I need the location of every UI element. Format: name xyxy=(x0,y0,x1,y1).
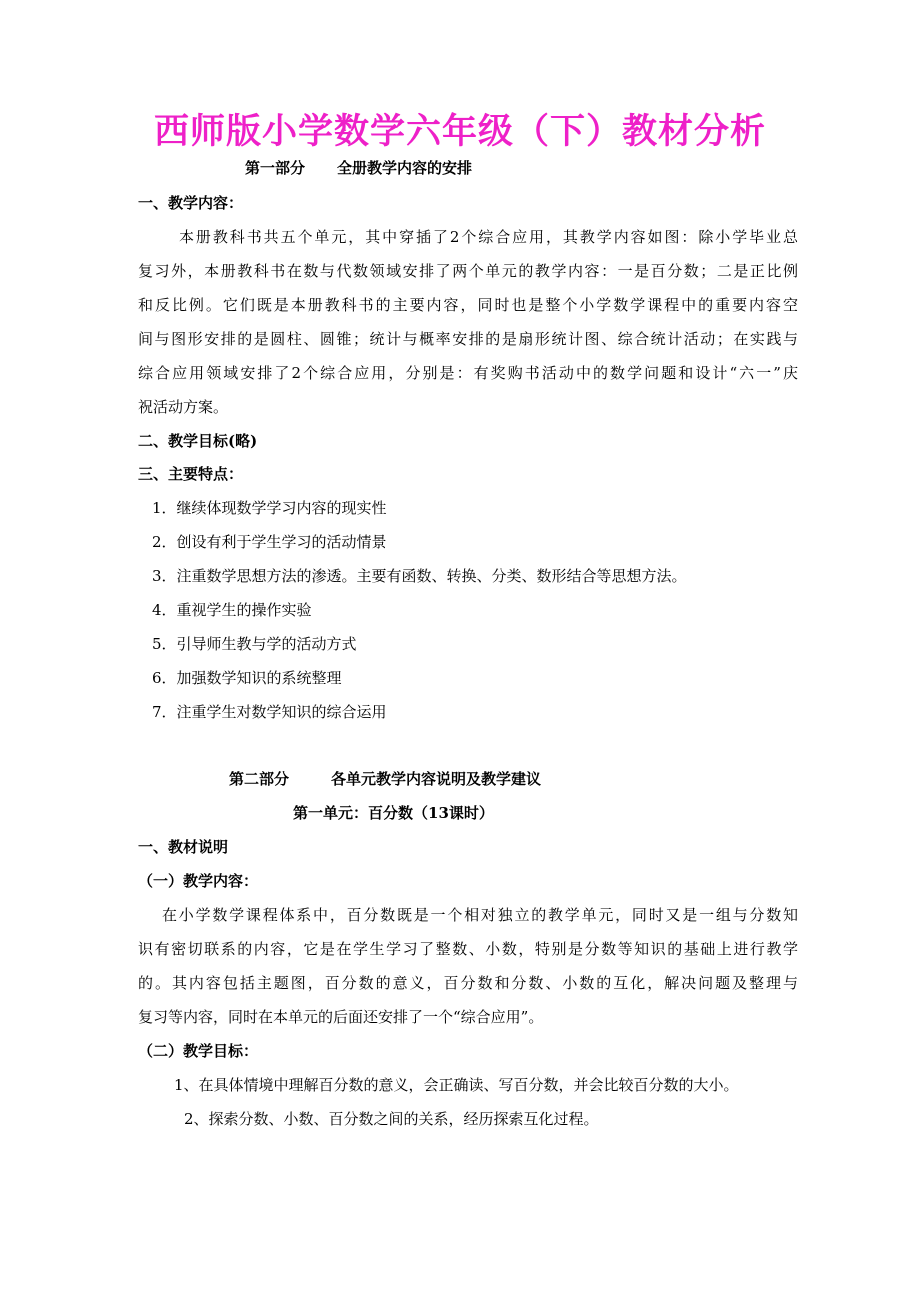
part1-section3-heading: 三、主要特点： xyxy=(138,465,244,483)
document-title: 西师版小学数学六年级（下）教材分析 xyxy=(153,111,766,152)
part1-label: 第一部分 xyxy=(245,159,306,177)
part2-subsection1-heading: （一）教学内容： xyxy=(138,872,259,890)
part1-para-line: 复习外，本册教科书在数与代数领域安排了两个单元的教学内容：一是百分数；二是正比例 xyxy=(138,262,798,280)
part2-para-line: 的。其内容包括主题图，百分数的意义，百分数和分数、小数的互化，解决问题及整理与 xyxy=(138,974,798,992)
part1-heading xyxy=(245,158,905,178)
feature-item: 3．注重数学思想方法的渗透。主要有函数、转换、分类、数形结合等思想方法。 xyxy=(152,567,687,585)
part2-section1-heading: 一、教材说明 xyxy=(138,838,229,856)
feature-item: 7．注重学生对数学知识的综合运用 xyxy=(152,703,387,721)
part1-para-line: 综合应用领域安排了2个综合应用，分别是：有奖购书活动中的数学问题和设计“六一”庆 xyxy=(138,364,798,382)
part2-subsection2-heading: （二）教学目标： xyxy=(138,1042,259,1060)
part2-title: 各单元教学内容说明及教学建议 xyxy=(331,770,542,788)
goal-item: 1、在具体情境中理解百分数的意义，会正确读、写百分数，并会比较百分数的大小。 xyxy=(174,1076,739,1094)
part1-para-line: 和反比例。它们既是本册教科书的主要内容，同时也是整个小学数学课程中的重要内容空 xyxy=(138,296,798,314)
feature-item: 2．创设有利于学生学习的活动情景 xyxy=(152,533,387,551)
feature-item: 1．继续体现数学学习内容的现实性 xyxy=(152,499,387,517)
feature-item: 5．引导师生教与学的活动方式 xyxy=(152,635,357,653)
feature-item: 4．重视学生的操作实验 xyxy=(152,601,312,619)
part2-para-line: 在小学数学课程体系中，百分数既是一个相对独立的教学单元，同时又是一组与分数知 xyxy=(162,906,798,924)
part2-para-line: 复习等内容，同时在本单元的后面还安排了一个“综合应用”。 xyxy=(138,1008,544,1026)
goal-item: 2、探索分数、小数、百分数之间的关系，经历探索互化过程。 xyxy=(184,1110,599,1128)
part1-para-line: 间与图形安排的是圆柱、圆锥；统计与概率安排的是扇形统计图、综合统计活动；在实践与 xyxy=(138,330,798,348)
part1-para-line: 祝活动方案。 xyxy=(138,398,229,416)
unit-title: 第一单元：百分数（13课时） xyxy=(293,804,494,822)
feature-item: 6．加强数学知识的系统整理 xyxy=(152,669,342,687)
part1-title: 全册教学内容的安排 xyxy=(337,159,473,177)
part2-para-line: 识有密切联系的内容，它是在学生学习了整数、小数，特别是分数等知识的基础上进行教学 xyxy=(138,940,798,958)
part1-section2-heading: 二、教学目标(略) xyxy=(138,432,258,450)
part1-para-line: 本册教科书共五个单元，其中穿插了2个综合应用，其教学内容如图：除小学毕业总 xyxy=(179,228,798,246)
part2-label: 第二部分 xyxy=(229,770,290,788)
part2-heading xyxy=(229,769,889,789)
part1-section1-heading: 一、教学内容： xyxy=(138,194,244,212)
